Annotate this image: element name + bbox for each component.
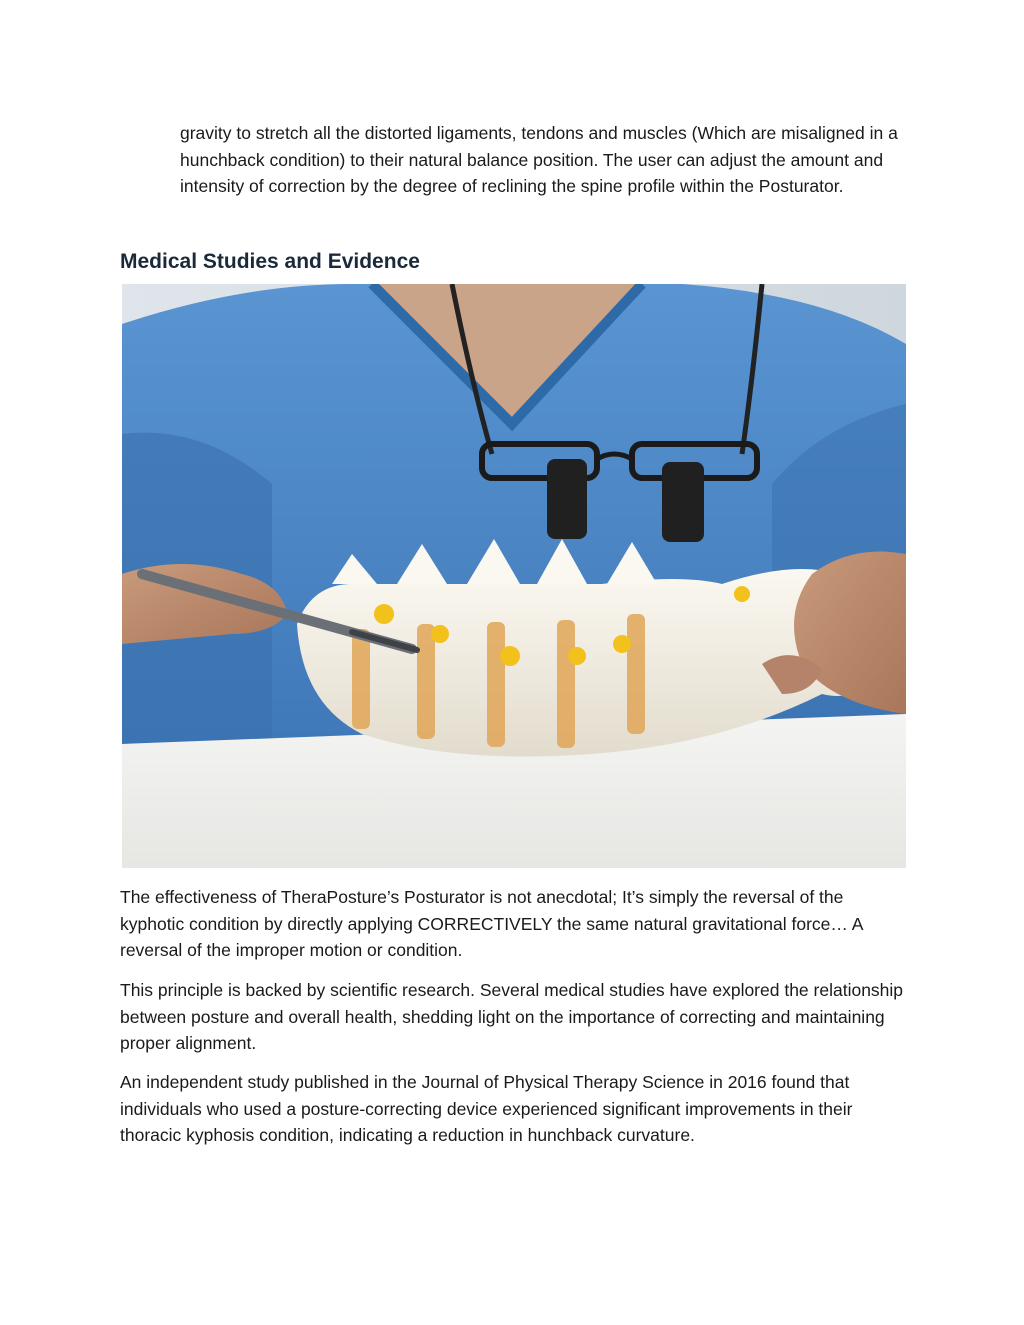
body-paragraph-3: An independent study published in the Journal of Physical Therapy Science in 2016 found that individuals who used a posture-correcting device experienced significant improvements in their thoracic kyphosis condition, indicating a reduction in hunchback curvature. (120, 1072, 853, 1145)
body-paragraph-2: This principle is backed by scientific research. Several medical studies have explored the relationship between posture and overall health, shedding light on the importance of correcting and maintaining proper alignment. (120, 980, 904, 1053)
section-heading: Medical Studies and Evidence (120, 250, 420, 273)
body-paragraph-1: The effectiveness of TheraPosture’s Posturator is not anecdotal; It’s simply the reversal of the kyphotic condition by directly applying CORRECTIVELY the same natural gravitational force… A reversal of the improper motion or condition. (120, 887, 863, 960)
intro-paragraph: gravity to stretch all the distorted ligaments, tendons and muscles (Which are misaligned in a hunchback condition) to their natural balance position. The user can adjust the amount and intensity of correction by the degree of reclining the spine profile within the Posturator. (180, 123, 898, 196)
spine-model-photo (122, 284, 906, 868)
photo-illustration (122, 284, 906, 868)
